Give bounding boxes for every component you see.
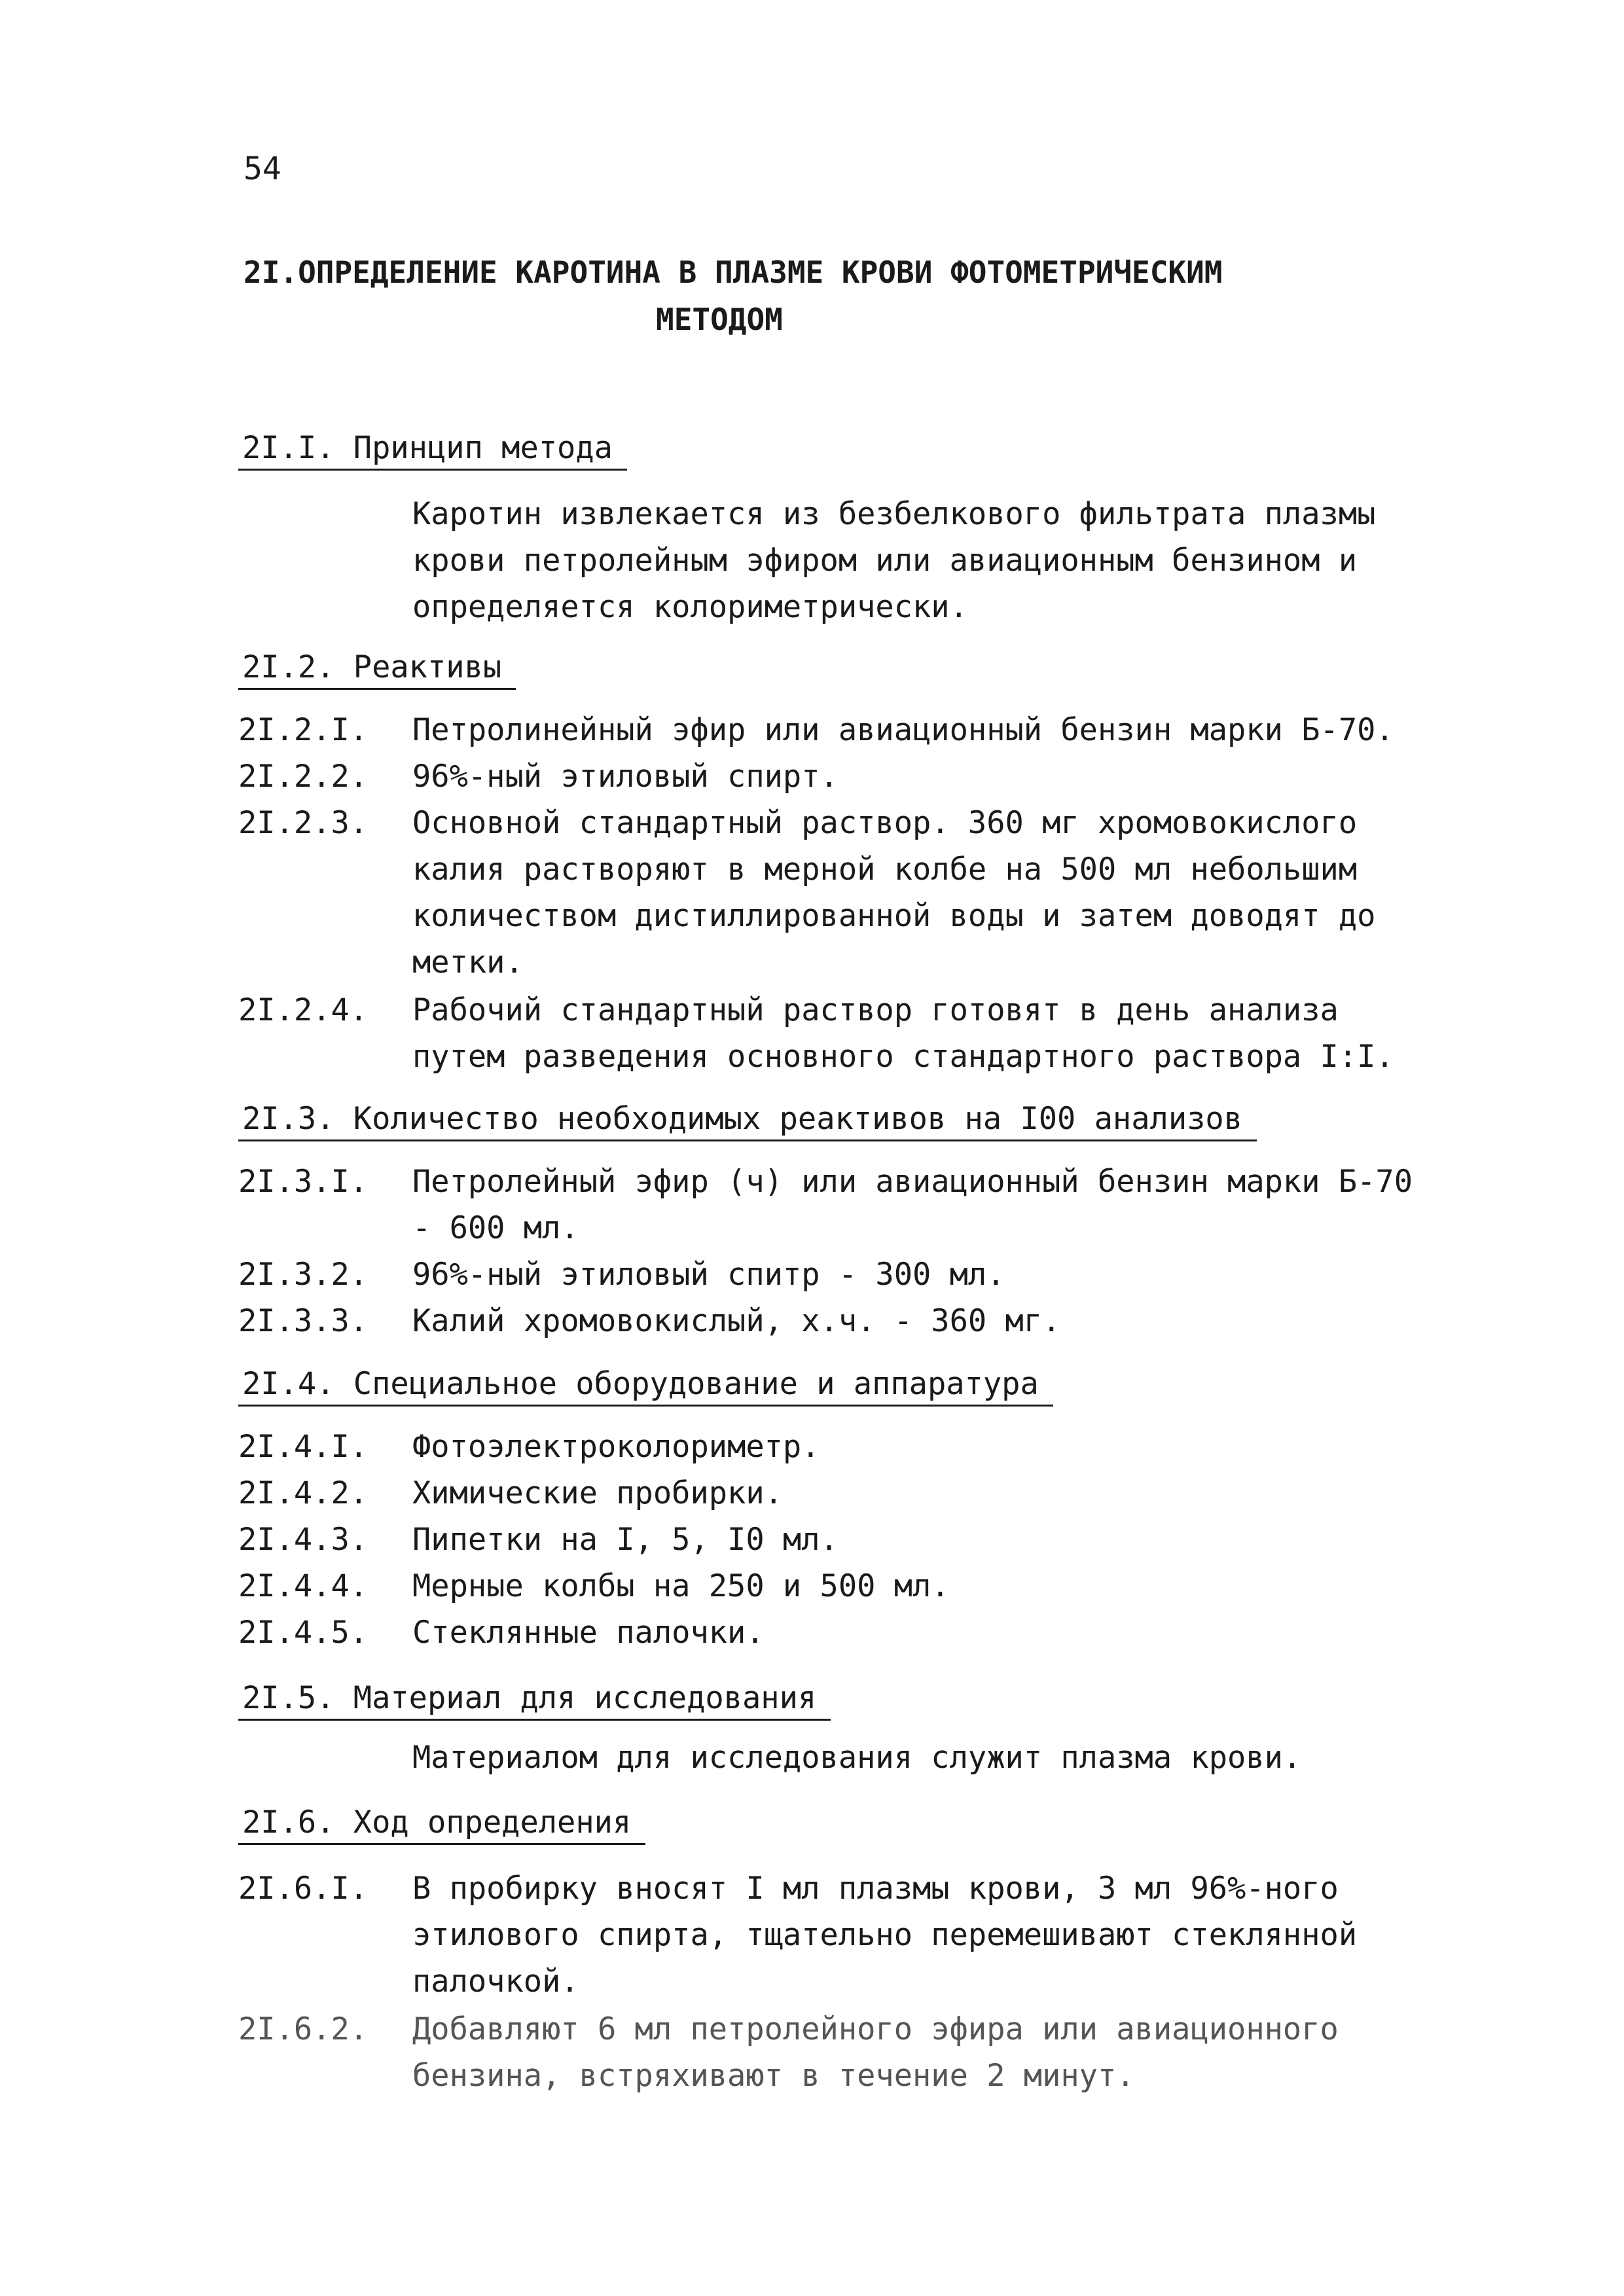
list-item bbox=[238, 1865, 1430, 2005]
item-text: Пипетки на I, 5, I0 мл. bbox=[412, 1522, 839, 1558]
item-text: 96%-ный этиловый спитр - 300 мл. bbox=[412, 1257, 1005, 1293]
item-number: 2I.3.2. bbox=[238, 1257, 369, 1293]
heading-procedure bbox=[238, 1803, 645, 1842]
heading-procedure-text: 2I.6. Ход определения bbox=[238, 1804, 645, 1845]
list-item bbox=[238, 800, 1430, 986]
item-number: 2I.4.4. bbox=[238, 1568, 369, 1604]
section-title bbox=[244, 249, 1356, 343]
title-line-2: МЕТОДОМ bbox=[656, 302, 783, 337]
list-item bbox=[238, 987, 1430, 1080]
list-item bbox=[238, 1563, 1430, 1609]
heading-equipment bbox=[238, 1365, 1053, 1404]
heading-principle bbox=[238, 429, 627, 468]
item-text: 96%-ный этиловый спирт. bbox=[412, 759, 839, 795]
item-number: 2I.4.3. bbox=[238, 1522, 369, 1558]
item-text: Добавляют 6 мл петролейного эфира или авиационного бензина, встряхивают в течение 2 минут. bbox=[412, 2011, 1339, 2094]
heading-quantities-text: 2I.3. Количество необходимых реактивов на I00 анализов bbox=[238, 1101, 1257, 1141]
item-text: Петролинейный эфир или авиационный бензин марки Б-70. bbox=[412, 712, 1394, 748]
list-item bbox=[238, 1609, 1430, 1656]
heading-reagents-text: 2I.2. Реактивы bbox=[238, 649, 516, 690]
item-number: 2I.6.I. bbox=[238, 1871, 369, 1907]
heading-reagents bbox=[238, 648, 516, 687]
item-text: Основной стандартный раствор. 360 мг хромовокислого калия растворяют в мерной колбе на 500 мл небольшим количеством дистиллированной воды и затем доводят до метки. bbox=[412, 805, 1376, 980]
item-text: Химические пробирки. bbox=[412, 1475, 783, 1511]
list-item bbox=[238, 1424, 1430, 1470]
list-item bbox=[238, 1251, 1430, 1298]
material-paragraph: Материалом для исследования служит плазма крови. bbox=[412, 1740, 1302, 1776]
item-number: 2I.3.I. bbox=[238, 1164, 369, 1200]
item-number: 2I.2.I. bbox=[238, 712, 369, 748]
item-text: В пробирку вносят I мл плазмы крови, 3 мл 96%-ного этилового спирта, тщательно перемешивают стеклянной палочкой. bbox=[412, 1871, 1358, 2000]
item-number: 2I.2.4. bbox=[238, 992, 369, 1028]
list-item bbox=[238, 2006, 1430, 2099]
list-item bbox=[238, 1470, 1430, 1516]
item-number: 2I.4.5. bbox=[238, 1615, 369, 1651]
principle-paragraph: Каротин извлекается из безбелкового фильтрата плазмы крови петролейным эфиром или авиационным бензином и определяется колориметрически. bbox=[412, 496, 1376, 625]
item-text: Фотоэлектроколориметр. bbox=[412, 1429, 820, 1465]
list-item bbox=[238, 707, 1430, 753]
list-item bbox=[238, 1516, 1430, 1563]
item-text: Калий хромовокислый, х.ч. - 360 мг. bbox=[412, 1303, 1061, 1339]
list-item bbox=[238, 753, 1430, 800]
list-item bbox=[238, 1158, 1430, 1251]
item-number: 2I.4.2. bbox=[238, 1475, 369, 1511]
item-text: Мерные колбы на 250 и 500 мл. bbox=[412, 1568, 950, 1604]
item-number: 2I.2.2. bbox=[238, 759, 369, 795]
page-number: 54 bbox=[244, 151, 281, 187]
item-text: Рабочий стандартный раствор готовят в день анализа путем разведения основного стандартного раствора I:I. bbox=[412, 992, 1394, 1075]
heading-material-text: 2I.5. Материал для исследования bbox=[238, 1680, 831, 1721]
item-number: 2I.3.3. bbox=[238, 1303, 369, 1339]
heading-equipment-text: 2I.4. Специальное оборудование и аппаратура bbox=[238, 1366, 1053, 1407]
title-line-1: 2I.ОПРЕДЕЛЕНИЕ КАРОТИНА В ПЛАЗМЕ КРОВИ ФОТОМЕТРИЧЕСКИМ bbox=[244, 255, 1223, 290]
heading-material bbox=[238, 1679, 831, 1718]
heading-principle-text: 2I.I. Принцип метода bbox=[238, 430, 627, 471]
item-text: Петролейный эфир (ч) или авиационный бензин марки Б-70 - 600 мл. bbox=[412, 1164, 1413, 1246]
list-item bbox=[238, 1298, 1430, 1344]
item-number: 2I.6.2. bbox=[238, 2011, 369, 2047]
item-number: 2I.4.I. bbox=[238, 1429, 369, 1465]
item-number: 2I.2.3. bbox=[238, 805, 369, 841]
heading-quantities bbox=[238, 1100, 1257, 1139]
item-text: Стеклянные палочки. bbox=[412, 1615, 765, 1651]
